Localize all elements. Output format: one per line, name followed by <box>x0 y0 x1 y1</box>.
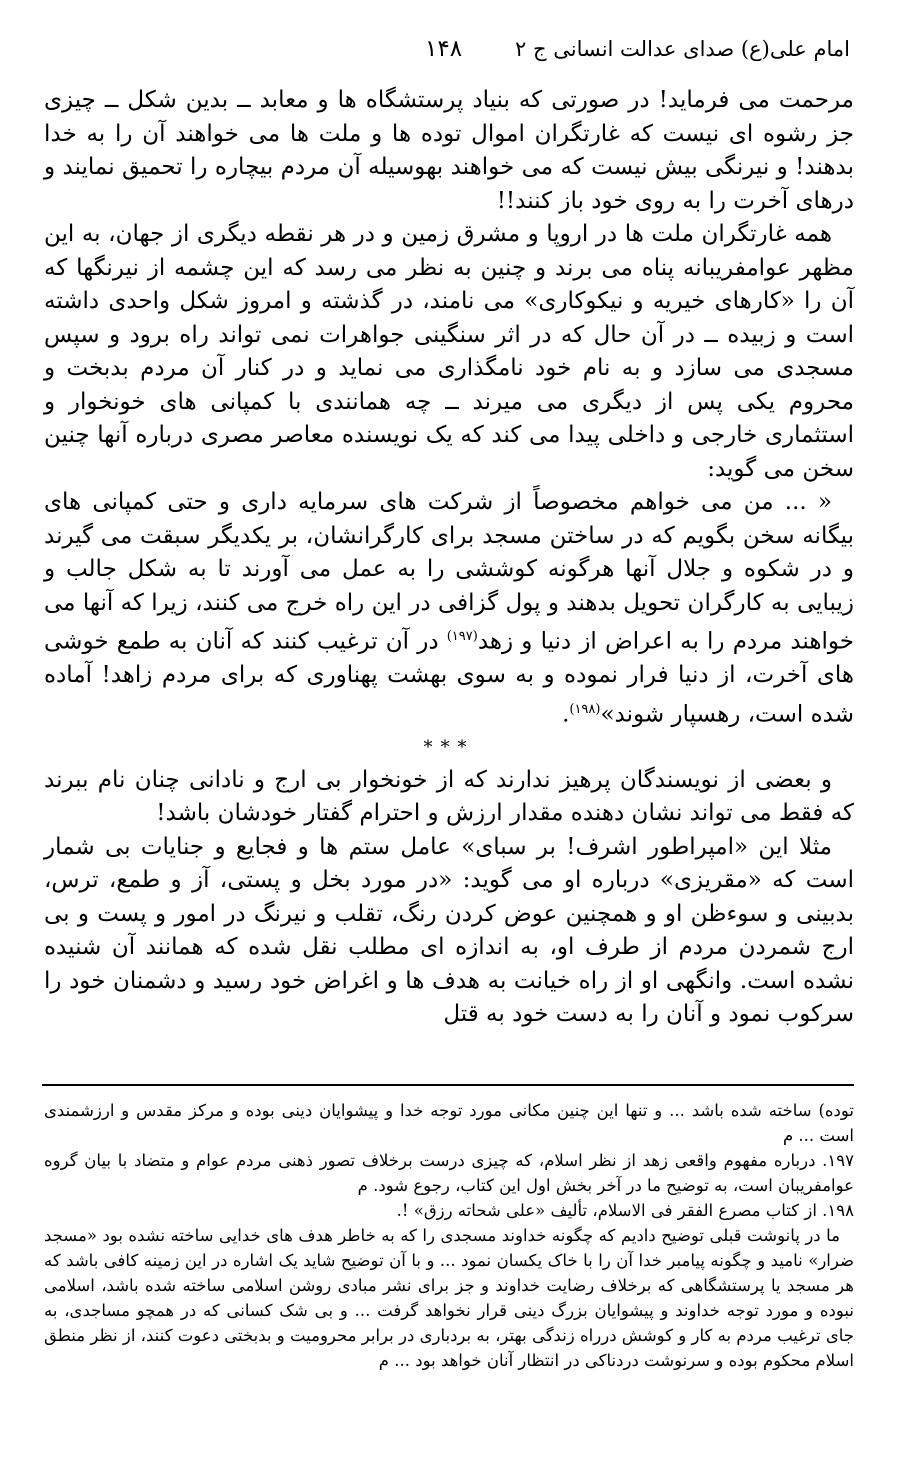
running-title: امام علی(ع) صدای عدالت انسانی ج ۲ <box>515 37 850 61</box>
footnote-197: ۱۹۷. درباره مفهوم واقعی زهد از نظر اسلام، که چيزی درست برخلاف تصور ذهنی مردم عوام و متضاد با بيان گروه عوامفريبان است، به توضيح ما در آخر بخش اول اين کتاب، رجوع شود. م <box>44 1151 854 1195</box>
footnote-divider <box>42 1084 854 1086</box>
footnotes <box>44 1098 854 1373</box>
footnote-continued: توده) ساخته شده باشد ... و تنها اين چنين مکانی مورد توجه خدا و پيشوايان دينی بوده و مرکز مقدس و ارزشمندی است ... م <box>44 1101 854 1145</box>
quote-text-part-1: « ... من می خواهم مخصوصاً از شرکت های سرمايه داری و حتی کمپانی های بيگانه سخن بگويم که در ساختن مسجد برای کارگرانشان، بر يکديگر سبقت می گيرند و در شکوه و جلال آنها هرگونه کوششی را به عمل می آورند تا به شکل جالب و زيبايی به کارگران تحويل بدهند و پول گزافی در اين راه خرج می کنند، زيرا که آنها می خواهند مردم را به اعراض از دنيا و زهد <box>44 489 854 655</box>
paragraph-4: و بعضی از نويسندگان پرهيز ندارند که از خونخوار بی ارج و نادانی چنان نام ببرند که فقط می تواند نشان دهنده مقدار ارزش و احترام گفتار خودشان باشد! <box>44 766 854 827</box>
paragraph-2: همه غارتگران ملت ها در اروپا و مشرق زمين و در هر نقطه ديگری از جهان، به اين مظهر عوامفريبانه پناه می برند و چنين به نظر می رسد که اين چشمه از نيرنگها که آن را «کارهای خيريه و نيکوکاری» می نامند، در گذشته و امروز شکل واحدی داشته است و زبيده ــ در آن حال که در اثر سنگينی جواهرات نمی تواند راه برود و سپس مسجدی می سازد و به نام خود نامگذاری می نمايد و در کنار آن مردم بدبخت و محروم يکی پس از ديگری می ميرند ــ چه همانندی با کمپانی های خونخوار و استثماری خارجی و داخلی پيدا می کند که يک نويسنده معاصر مصری درباره آنها چنين سخن می گويد: <box>44 221 854 482</box>
page-header <box>50 34 850 66</box>
quote-text-part-2: در آن ترغيب کنند که آنان به طمع خوشی های آخرت، از دنيا فرار نموده و به سوی بهشت پهناوری که برای مردم زاهد! آماده شده است، رهسپار شوند» <box>44 628 854 728</box>
footnote-ref-198: (۱۹۸) <box>569 701 601 717</box>
main-text <box>44 84 854 1032</box>
quote-text-end: . <box>562 701 570 728</box>
footnote-198: ۱۹۸. از کتاب مصرع الفقر فی الاسلام، تأليف «علی شحاته رزق» !. <box>396 1201 854 1220</box>
quoted-paragraph <box>44 486 854 732</box>
paragraph-1: مرحمت می فرمايد! در صورتی که بنياد پرستشگاه ها و معابد ــ بدين شکل ــ چيزی جز رشوه ای نيست که غارتگران اموال توده ها و ملت ها می خواهند آن را به خدا بدهند! و نيرنگی بيش نيست که می خواهند بهوسيله آن مردم بيچاره را تحميق نمايند و درهای آخرت را به روی خود باز کنند!! <box>44 87 854 214</box>
section-separator: *** <box>423 736 475 758</box>
paragraph-5: مثلا اين «امپراطور اشرف! بر سبای» عامل ستم ها و فجايع و جنايات بی شمار است که «مقريزی» درباره او می گويد: «در مورد بخل و پستی، آز و طمع، ترس، بدبينی و سوءظن او و همچنين عوض کردن رنگ، تقلب و نيرنگ در امور و پست و بی ارج شمردن مردم از طرف او، به اندازه ای مطلب نقل شده که همانند آن شنيده نشده است. وانگهی او از راه خيانت به هدف ها و اغراض خود رسيد و دشمنان خود را سرکوب نمود و آنان را به دست خود به قتل <box>44 833 854 1028</box>
page-number: ۱۴۸ <box>425 36 463 62</box>
footnote-ref-197: (۱۹۷) <box>446 629 478 644</box>
footnote-note: ما در پانوشت قبلی توضيح داديم که چگونه خداوند مسجدی را که به خاطر هدف های خدايی ساخته نشده بود «مسجد ضرار» ناميد و چگونه پيامبر خدا آن را با خاک يکسان نمود ... و با آن توضيح شايد يک اشاره در اين زمينه کافی باشد که هر مسجد يا پرستشگاهی که برخلاف رضايت خداوند و جز برای نشر مبادی روشن اسلامی ساخته شده باشد، اسلامی نبوده و مورد توجه خداوند و پيشوايان بزرگ دينی قرار نخواهد گرفت ... و بی شک کسانی که در همچو مساجدی، به جای ترغيب مردم به کار و کوشش درراه زندگی بهتر، به بردباری در برابر محروميت و بدبختی دعوت کنند، از نظر منطق اسلام محکوم بوده و سرنوشت دردناکی در انتظار آنان خواهد بود ... م <box>44 1226 854 1370</box>
